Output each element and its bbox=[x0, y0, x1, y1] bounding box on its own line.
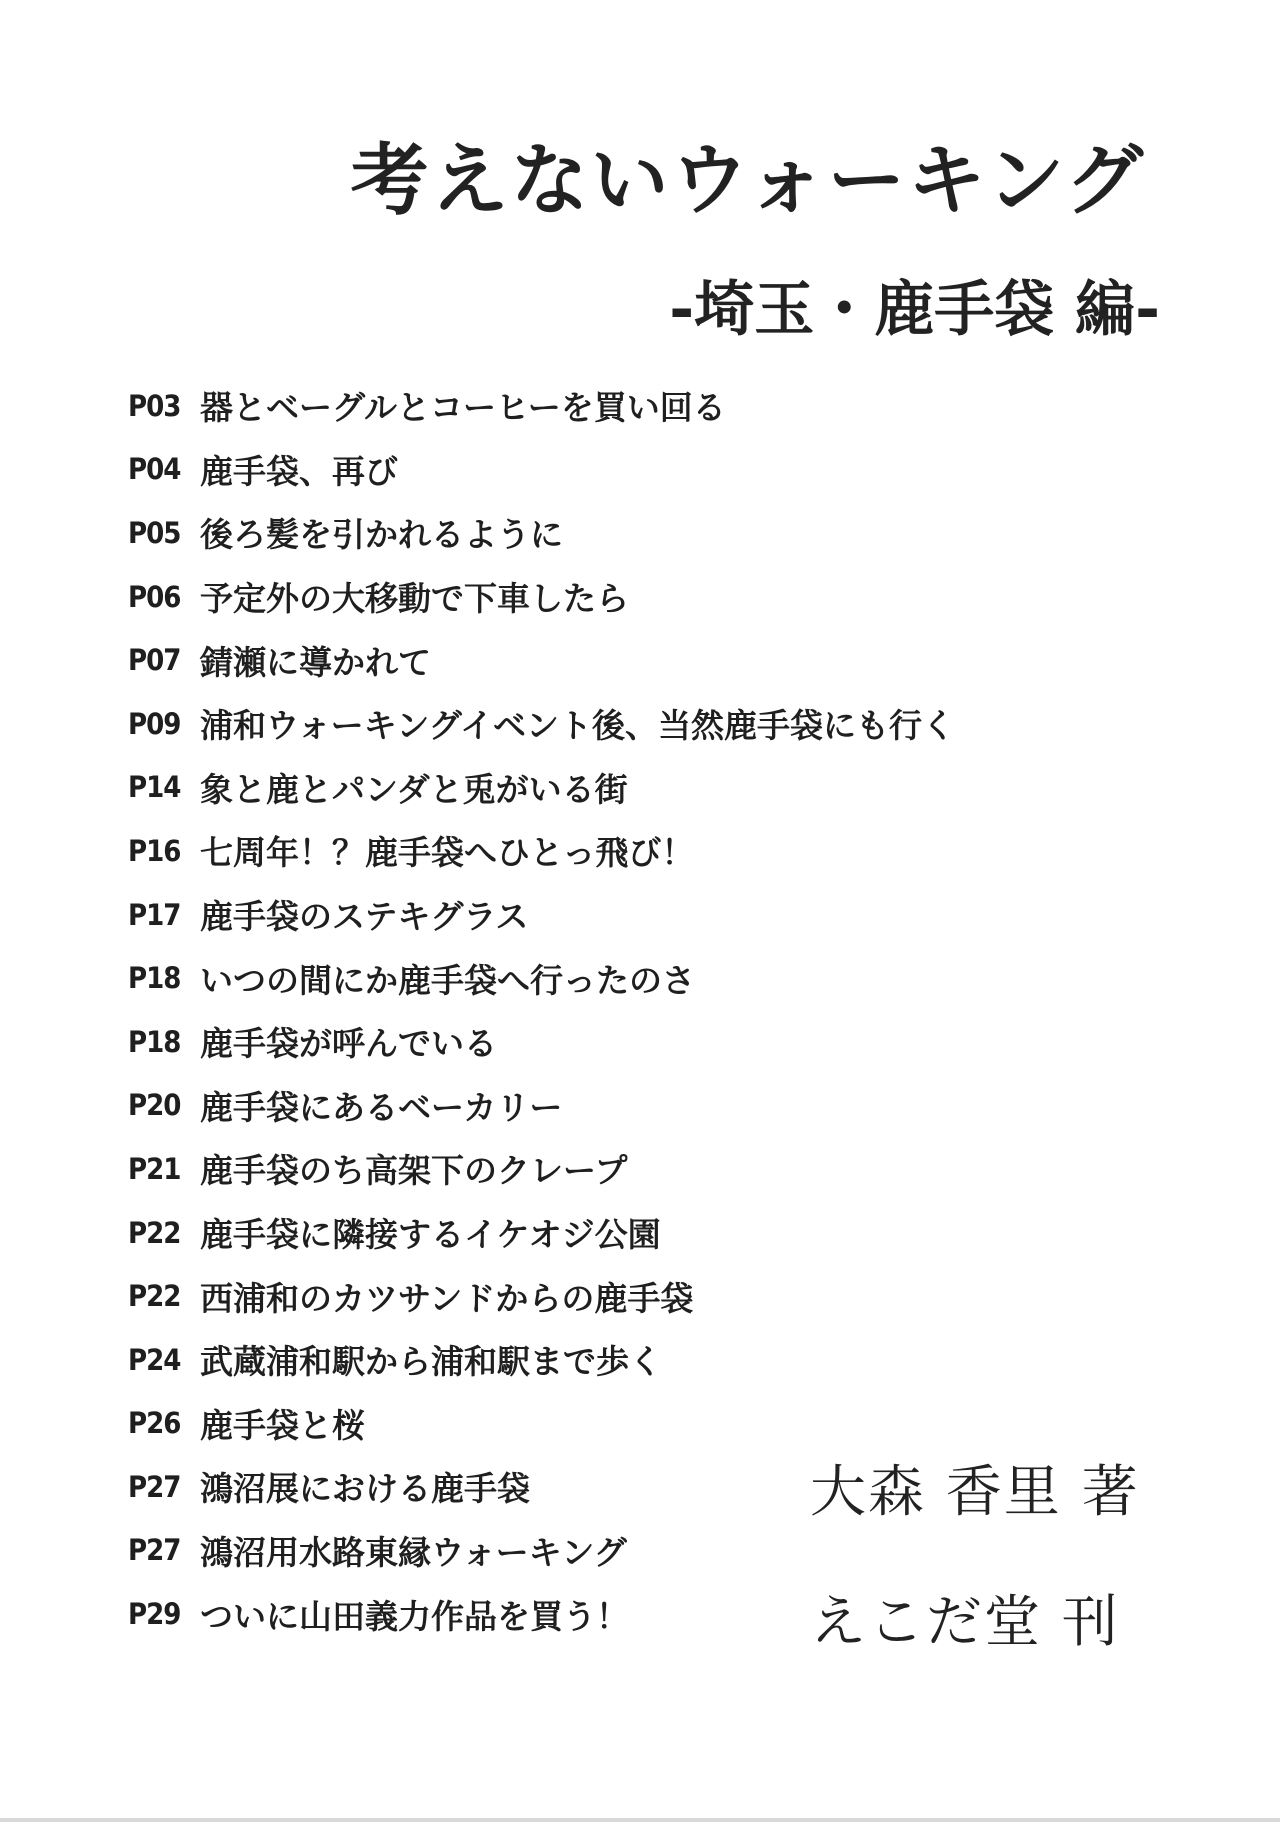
toc-page-number: P26 bbox=[128, 1406, 181, 1441]
toc-entry-title: いつの間にか鹿手袋へ行ったのさ bbox=[200, 960, 695, 1000]
toc-entry bbox=[128, 1392, 955, 1456]
toc-entry-title: 器とベーグルとコーヒーを買い回る bbox=[200, 388, 726, 428]
toc-entry-title: 予定外の大移動で下車したら bbox=[200, 579, 629, 619]
toc-entry bbox=[128, 692, 955, 756]
toc-entry-title: 浦和ウォーキングイベント後、当然鹿手袋にも行く bbox=[200, 706, 956, 746]
toc-entry-title: 鹿手袋にあるベーカリー bbox=[200, 1087, 563, 1127]
page-bottom-divider bbox=[0, 1818, 1280, 1822]
toc-entry-title: 錆瀬に導かれて bbox=[200, 642, 431, 682]
toc-entry bbox=[128, 1519, 955, 1583]
toc-entry-title: 七周年！？鹿手袋へひとっ飛び！ bbox=[200, 833, 695, 873]
publisher-credit: えこだ堂 刊 bbox=[810, 1590, 1120, 1655]
toc-entry bbox=[128, 1010, 955, 1074]
document-subtitle: -埼玉・鹿手袋 編- bbox=[669, 275, 1160, 345]
toc-entry-title: 鹿手袋に隣接するイケオジ公園 bbox=[200, 1215, 661, 1255]
toc-entry-title: 鴻沼用水路東縁ウォーキング bbox=[200, 1532, 627, 1572]
toc-entry-title: 鹿手袋が呼んでいる bbox=[200, 1024, 497, 1064]
author-credit: 大森 香里 著 bbox=[810, 1460, 1140, 1525]
toc-entry-title: 鹿手袋のステキグラス bbox=[200, 897, 529, 937]
toc-page-number: P27 bbox=[128, 1533, 181, 1568]
toc-page-number: P16 bbox=[128, 833, 181, 868]
toc-entry-title: 西浦和のカツサンドからの鹿手袋 bbox=[200, 1278, 694, 1318]
toc-entry bbox=[128, 1264, 955, 1328]
toc-entry bbox=[128, 1201, 955, 1265]
toc-entry bbox=[128, 438, 955, 502]
toc-entry-title: 後ろ髪を引かれるように bbox=[200, 515, 563, 555]
toc-page-number: P07 bbox=[128, 643, 181, 678]
toc-entry-title: 鹿手袋、再び bbox=[200, 451, 398, 491]
toc-page-number: P29 bbox=[128, 1597, 181, 1632]
toc-entry bbox=[128, 1137, 955, 1201]
toc-page-number: P27 bbox=[128, 1469, 181, 1504]
toc-entry-title: 武蔵浦和駅から浦和駅まで歩く bbox=[200, 1342, 662, 1382]
toc-page-number: P21 bbox=[128, 1151, 181, 1186]
toc-entry-title: 鹿手袋と桜 bbox=[200, 1405, 365, 1445]
toc-entry bbox=[128, 946, 955, 1010]
toc-page-number: P03 bbox=[128, 388, 181, 423]
toc-page-number: P14 bbox=[128, 770, 181, 805]
toc-page-number: P22 bbox=[128, 1215, 181, 1250]
toc-entry bbox=[128, 565, 955, 629]
toc-entry bbox=[128, 819, 955, 883]
toc-entry bbox=[128, 883, 955, 947]
toc-entry bbox=[128, 1328, 955, 1392]
toc-entry-title: 鴻沼展における鹿手袋 bbox=[200, 1469, 530, 1509]
toc-entry bbox=[128, 756, 955, 820]
toc-page-number: P17 bbox=[128, 897, 181, 932]
toc-entry-title: 鹿手袋のち高架下のクレープ bbox=[200, 1151, 628, 1191]
toc-entry-title: 象と鹿とパンダと兎がいる街 bbox=[200, 769, 628, 809]
toc-page-number: P18 bbox=[128, 961, 181, 996]
toc-page-number: P06 bbox=[128, 579, 181, 614]
toc-page-number: P18 bbox=[128, 1024, 181, 1059]
toc-page-number: P20 bbox=[128, 1088, 181, 1123]
toc-entry bbox=[128, 1074, 955, 1138]
toc-entry bbox=[128, 374, 955, 438]
toc-page-number: P09 bbox=[128, 706, 181, 741]
toc-page-number: P04 bbox=[128, 452, 181, 487]
toc-page-number: P22 bbox=[128, 1279, 181, 1314]
toc-entry bbox=[128, 628, 955, 692]
toc-entry bbox=[128, 501, 955, 565]
toc-entry-title: ついに山田義力作品を買う！ bbox=[200, 1596, 629, 1636]
document-title: 考えないウォーキング bbox=[350, 136, 1145, 226]
toc-page-number: P24 bbox=[128, 1342, 181, 1377]
toc-page-number: P05 bbox=[128, 515, 181, 550]
